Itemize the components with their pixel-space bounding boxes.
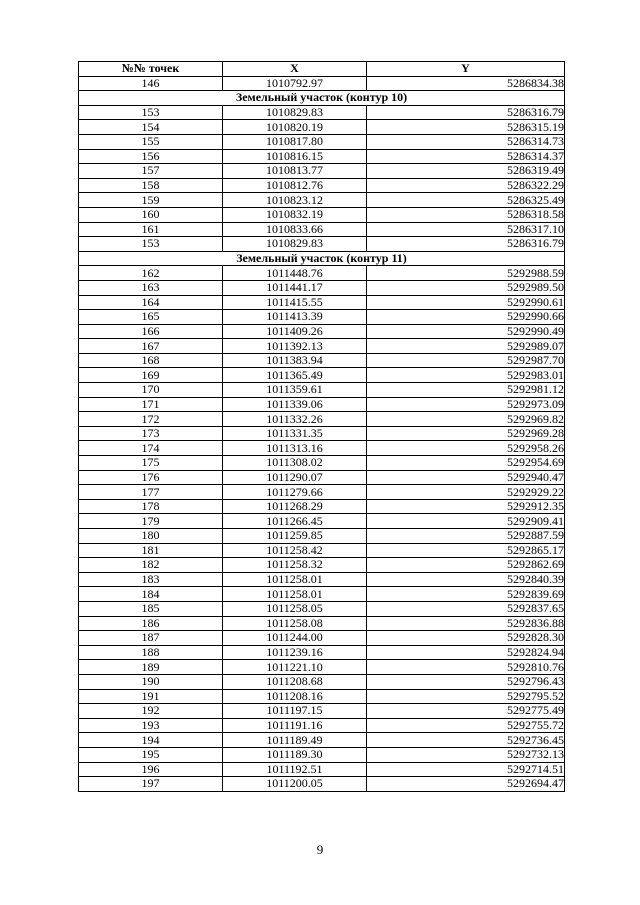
x-coordinate-cell: 1011192.51 — [223, 762, 367, 777]
point-number-cell: 154 — [79, 120, 223, 135]
point-number-cell: 186 — [79, 616, 223, 631]
point-number-cell: 187 — [79, 631, 223, 646]
point-number-cell: 184 — [79, 587, 223, 602]
x-coordinate-cell: 1011197.15 — [223, 704, 367, 719]
y-coordinate-cell: 5286315.19 — [367, 120, 565, 135]
point-number-cell: 160 — [79, 207, 223, 222]
table-row — [79, 645, 565, 660]
table-row — [79, 777, 565, 792]
point-number-cell: 158 — [79, 178, 223, 193]
x-coordinate-cell: 1010829.83 — [223, 237, 367, 252]
point-number-cell: 155 — [79, 134, 223, 149]
point-number-cell: 177 — [79, 485, 223, 500]
y-coordinate-cell: 5292988.59 — [367, 266, 565, 281]
point-number-cell: 179 — [79, 514, 223, 529]
x-coordinate-cell: 1011332.26 — [223, 412, 367, 427]
y-coordinate-cell: 5292755.72 — [367, 718, 565, 733]
table-row — [79, 105, 565, 120]
y-coordinate-cell: 5292912.35 — [367, 499, 565, 514]
y-coordinate-cell: 5292732.13 — [367, 747, 565, 762]
table-row — [79, 426, 565, 441]
table-row — [79, 601, 565, 616]
point-number-cell: 170 — [79, 383, 223, 398]
table-row — [79, 353, 565, 368]
point-number-cell: 181 — [79, 543, 223, 558]
table-row — [79, 207, 565, 222]
y-coordinate-cell: 5292969.28 — [367, 426, 565, 441]
point-number-cell: 146 — [79, 76, 223, 91]
x-coordinate-cell: 1011290.07 — [223, 470, 367, 485]
point-number-cell: 167 — [79, 339, 223, 354]
x-coordinate-cell: 1011359.61 — [223, 383, 367, 398]
y-coordinate-cell: 5292836.88 — [367, 616, 565, 631]
x-coordinate-cell: 1010832.19 — [223, 207, 367, 222]
y-coordinate-cell: 5292840.39 — [367, 572, 565, 587]
y-coordinate-cell: 5286322.29 — [367, 178, 565, 193]
y-coordinate-cell: 5292796.43 — [367, 674, 565, 689]
point-number-cell: 180 — [79, 529, 223, 544]
y-coordinate-cell: 5292969.82 — [367, 412, 565, 427]
table-row — [79, 164, 565, 179]
header-y: Y — [367, 62, 565, 77]
y-coordinate-cell: 5292973.09 — [367, 397, 565, 412]
x-coordinate-cell: 1011413.39 — [223, 310, 367, 325]
table-row — [79, 762, 565, 777]
y-coordinate-cell: 5292824.94 — [367, 645, 565, 660]
table-row — [79, 149, 565, 164]
y-coordinate-cell: 5292714.51 — [367, 762, 565, 777]
x-coordinate-cell: 1011258.01 — [223, 587, 367, 602]
x-coordinate-cell: 1011339.06 — [223, 397, 367, 412]
header-point-number: №№ точек — [79, 62, 223, 77]
y-coordinate-cell: 5292865.17 — [367, 543, 565, 558]
y-coordinate-cell: 5292989.50 — [367, 280, 565, 295]
table-row — [79, 747, 565, 762]
y-coordinate-cell: 5292795.52 — [367, 689, 565, 704]
coordinates-table — [78, 61, 565, 792]
x-coordinate-cell: 1011200.05 — [223, 777, 367, 792]
table-row — [79, 631, 565, 646]
y-coordinate-cell: 5292775.49 — [367, 704, 565, 719]
y-coordinate-cell: 5292981.12 — [367, 383, 565, 398]
table-row — [79, 689, 565, 704]
x-coordinate-cell: 1011244.00 — [223, 631, 367, 646]
x-coordinate-cell: 1011258.32 — [223, 558, 367, 573]
table-body — [79, 76, 565, 791]
x-coordinate-cell: 1011189.30 — [223, 747, 367, 762]
table-row — [79, 514, 565, 529]
table-row — [79, 616, 565, 631]
table-row — [79, 222, 565, 237]
x-coordinate-cell: 1011409.26 — [223, 324, 367, 339]
section-title: Земельный участок (контур 10) — [79, 91, 565, 106]
x-coordinate-cell: 1011392.13 — [223, 339, 367, 354]
header-x: X — [223, 62, 367, 77]
y-coordinate-cell: 5286314.37 — [367, 149, 565, 164]
table-row — [79, 295, 565, 310]
table-row — [79, 383, 565, 398]
point-number-cell: 172 — [79, 412, 223, 427]
y-coordinate-cell: 5286316.79 — [367, 237, 565, 252]
section-title: Земельный участок (контур 11) — [79, 251, 565, 266]
x-coordinate-cell: 1011331.35 — [223, 426, 367, 441]
x-coordinate-cell: 1011258.42 — [223, 543, 367, 558]
table-row — [79, 704, 565, 719]
point-number-cell: 176 — [79, 470, 223, 485]
table-row — [79, 558, 565, 573]
y-coordinate-cell: 5292694.47 — [367, 777, 565, 792]
point-number-cell: 168 — [79, 353, 223, 368]
table-row — [79, 134, 565, 149]
x-coordinate-cell: 1011441.17 — [223, 280, 367, 295]
section-row — [79, 251, 565, 266]
point-number-cell: 191 — [79, 689, 223, 704]
table-row — [79, 310, 565, 325]
table-row — [79, 733, 565, 748]
table-row — [79, 485, 565, 500]
x-coordinate-cell: 1010816.15 — [223, 149, 367, 164]
y-coordinate-cell: 5292810.76 — [367, 660, 565, 675]
point-number-cell: 185 — [79, 601, 223, 616]
x-coordinate-cell: 1011259.85 — [223, 529, 367, 544]
point-number-cell: 189 — [79, 660, 223, 675]
point-number-cell: 166 — [79, 324, 223, 339]
point-number-cell: 162 — [79, 266, 223, 281]
x-coordinate-cell: 1010813.77 — [223, 164, 367, 179]
point-number-cell: 153 — [79, 237, 223, 252]
x-coordinate-cell: 1011383.94 — [223, 353, 367, 368]
x-coordinate-cell: 1011268.29 — [223, 499, 367, 514]
point-number-cell: 197 — [79, 777, 223, 792]
table-header-row — [79, 62, 565, 77]
y-coordinate-cell: 5292989.07 — [367, 339, 565, 354]
x-coordinate-cell: 1011266.45 — [223, 514, 367, 529]
y-coordinate-cell: 5292987.70 — [367, 353, 565, 368]
point-number-cell: 153 — [79, 105, 223, 120]
table-row — [79, 587, 565, 602]
point-number-cell: 171 — [79, 397, 223, 412]
table-row — [79, 499, 565, 514]
table-row — [79, 456, 565, 471]
point-number-cell: 174 — [79, 441, 223, 456]
point-number-cell: 169 — [79, 368, 223, 383]
y-coordinate-cell: 5286317.10 — [367, 222, 565, 237]
table-row — [79, 324, 565, 339]
x-coordinate-cell: 1011308.02 — [223, 456, 367, 471]
x-coordinate-cell: 1011415.55 — [223, 295, 367, 310]
x-coordinate-cell: 1011313.16 — [223, 441, 367, 456]
section-row — [79, 91, 565, 106]
x-coordinate-cell: 1011365.49 — [223, 368, 367, 383]
y-coordinate-cell: 5286325.49 — [367, 193, 565, 208]
table-row — [79, 397, 565, 412]
y-coordinate-cell: 5292862.69 — [367, 558, 565, 573]
point-number-cell: 188 — [79, 645, 223, 660]
point-number-cell: 156 — [79, 149, 223, 164]
table-row — [79, 120, 565, 135]
y-coordinate-cell: 5292828.30 — [367, 631, 565, 646]
y-coordinate-cell: 5292736.45 — [367, 733, 565, 748]
y-coordinate-cell: 5292983.01 — [367, 368, 565, 383]
y-coordinate-cell: 5292990.66 — [367, 310, 565, 325]
y-coordinate-cell: 5292940.47 — [367, 470, 565, 485]
y-coordinate-cell: 5292990.49 — [367, 324, 565, 339]
y-coordinate-cell: 5292909.41 — [367, 514, 565, 529]
point-number-cell: 165 — [79, 310, 223, 325]
table-row — [79, 441, 565, 456]
table-row — [79, 718, 565, 733]
y-coordinate-cell: 5286314.73 — [367, 134, 565, 149]
y-coordinate-cell: 5292958.26 — [367, 441, 565, 456]
table-row — [79, 674, 565, 689]
point-number-cell: 196 — [79, 762, 223, 777]
x-coordinate-cell: 1010812.76 — [223, 178, 367, 193]
point-number-cell: 178 — [79, 499, 223, 514]
point-number-cell: 190 — [79, 674, 223, 689]
y-coordinate-cell: 5292929.22 — [367, 485, 565, 500]
point-number-cell: 195 — [79, 747, 223, 762]
table-row — [79, 529, 565, 544]
table-row — [79, 280, 565, 295]
x-coordinate-cell: 1011239.16 — [223, 645, 367, 660]
x-coordinate-cell: 1011208.16 — [223, 689, 367, 704]
table-row — [79, 193, 565, 208]
x-coordinate-cell: 1011191.16 — [223, 718, 367, 733]
y-coordinate-cell: 5292837.65 — [367, 601, 565, 616]
y-coordinate-cell: 5286316.79 — [367, 105, 565, 120]
x-coordinate-cell: 1011258.08 — [223, 616, 367, 631]
table-row — [79, 368, 565, 383]
x-coordinate-cell: 1011221.10 — [223, 660, 367, 675]
table-row — [79, 237, 565, 252]
y-coordinate-cell: 5286319.49 — [367, 164, 565, 179]
page-number: 9 — [316, 842, 324, 857]
point-number-cell: 182 — [79, 558, 223, 573]
x-coordinate-cell: 1010829.83 — [223, 105, 367, 120]
point-number-cell: 183 — [79, 572, 223, 587]
x-coordinate-cell: 1010833.66 — [223, 222, 367, 237]
y-coordinate-cell: 5286834.38 — [367, 76, 565, 91]
y-coordinate-cell: 5292839.69 — [367, 587, 565, 602]
x-coordinate-cell: 1011258.01 — [223, 572, 367, 587]
x-coordinate-cell: 1010823.12 — [223, 193, 367, 208]
point-number-cell: 193 — [79, 718, 223, 733]
point-number-cell: 173 — [79, 426, 223, 441]
x-coordinate-cell: 1010792.97 — [223, 76, 367, 91]
point-number-cell: 159 — [79, 193, 223, 208]
y-coordinate-cell: 5286318.58 — [367, 207, 565, 222]
point-number-cell: 164 — [79, 295, 223, 310]
point-number-cell: 157 — [79, 164, 223, 179]
table-row — [79, 572, 565, 587]
y-coordinate-cell: 5292954.69 — [367, 456, 565, 471]
x-coordinate-cell: 1011208.68 — [223, 674, 367, 689]
point-number-cell: 192 — [79, 704, 223, 719]
x-coordinate-cell: 1011189.49 — [223, 733, 367, 748]
point-number-cell: 175 — [79, 456, 223, 471]
x-coordinate-cell: 1011258.05 — [223, 601, 367, 616]
table-row — [79, 543, 565, 558]
x-coordinate-cell: 1011279.66 — [223, 485, 367, 500]
x-coordinate-cell: 1011448.76 — [223, 266, 367, 281]
table-row — [79, 412, 565, 427]
point-number-cell: 194 — [79, 733, 223, 748]
point-number-cell: 163 — [79, 280, 223, 295]
table-row — [79, 178, 565, 193]
table-row — [79, 76, 565, 91]
table-row — [79, 339, 565, 354]
y-coordinate-cell: 5292990.61 — [367, 295, 565, 310]
x-coordinate-cell: 1010817.80 — [223, 134, 367, 149]
table-row — [79, 660, 565, 675]
y-coordinate-cell: 5292887.59 — [367, 529, 565, 544]
point-number-cell: 161 — [79, 222, 223, 237]
table-row — [79, 266, 565, 281]
x-coordinate-cell: 1010820.19 — [223, 120, 367, 135]
table-row — [79, 470, 565, 485]
